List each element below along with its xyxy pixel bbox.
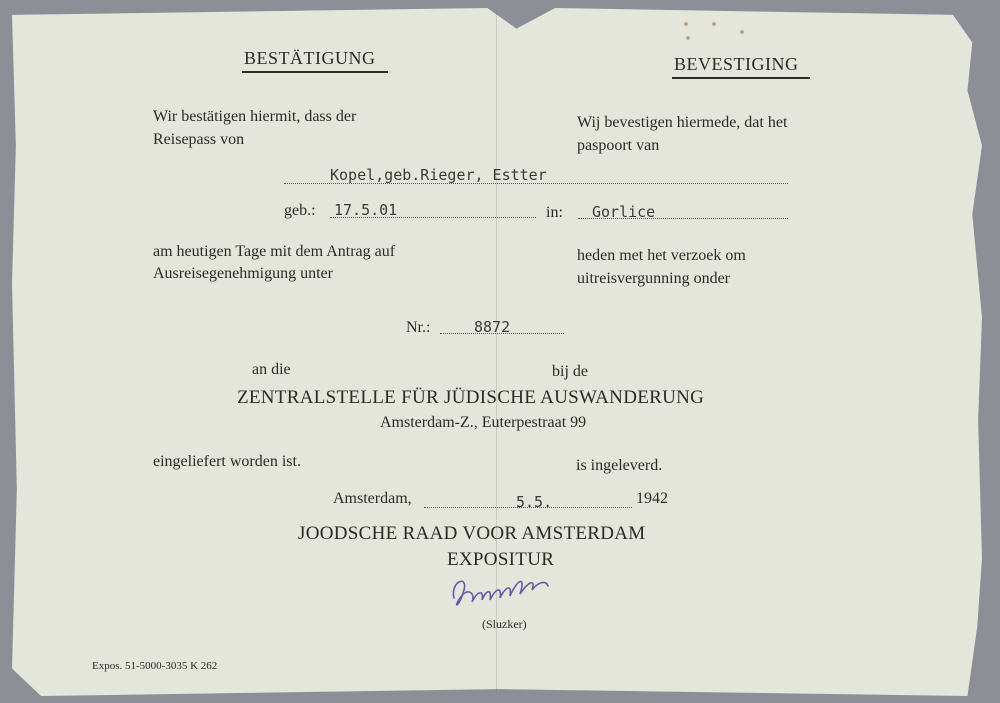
office-address: Amsterdam-Z., Euterpestraat 99 bbox=[380, 414, 587, 431]
signatory-name: (Sluzker) bbox=[482, 617, 527, 631]
de-delivered: eingeliefert worden ist. bbox=[153, 453, 301, 470]
birth-value: 17.5.01 bbox=[334, 201, 398, 219]
place-label: in: bbox=[546, 204, 563, 221]
rust-stain bbox=[686, 36, 690, 40]
date-value: 5.5. bbox=[516, 493, 553, 511]
nl-delivered: is ingeleverd. bbox=[576, 457, 663, 474]
nr-label: Nr.: bbox=[406, 319, 431, 336]
org-name: JOODSCHE RAAD VOOR AMSTERDAM bbox=[298, 523, 646, 544]
birth-label: geb.: bbox=[284, 202, 316, 219]
rust-stain bbox=[684, 22, 688, 26]
nl-intro-line2: paspoort van bbox=[577, 137, 660, 154]
left-heading: BESTÄTIGUNG bbox=[244, 48, 376, 68]
year-label: 1942 bbox=[636, 490, 668, 507]
right-heading-underline bbox=[672, 77, 810, 79]
nr-value: 8872 bbox=[474, 318, 511, 336]
rust-stain bbox=[712, 22, 716, 26]
form-number: Expos. 51-5000-3035 K 262 bbox=[92, 660, 218, 672]
nl-request-line2: uitreisvergunning onder bbox=[577, 270, 731, 287]
nl-intro-line1: Wij bevestigen hiermede, dat het bbox=[577, 114, 788, 131]
de-request-line2: Ausreisegenehmigung unter bbox=[153, 265, 333, 282]
nl-request-line1: heden met het verzoek om bbox=[577, 247, 746, 264]
signature bbox=[448, 568, 558, 618]
left-heading-underline bbox=[242, 71, 388, 73]
office-name: ZENTRALSTELLE FÜR JÜDISCHE AUSWANDERUNG bbox=[237, 387, 705, 408]
place-value: Gorlice bbox=[592, 203, 656, 221]
nl-to: bij de bbox=[552, 363, 588, 380]
de-intro-line2: Reisepass von bbox=[153, 131, 245, 148]
de-intro-line1: Wir bestätigen hiermit, dass der bbox=[153, 108, 357, 125]
city-label: Amsterdam, bbox=[333, 490, 412, 507]
right-heading: BEVESTIGING bbox=[674, 54, 799, 74]
de-request-line1: am heutigen Tage mit dem Antrag auf bbox=[153, 243, 396, 260]
name-value: Kopel,geb.Rieger, Estter bbox=[330, 166, 547, 184]
org-sub: EXPOSITUR bbox=[447, 549, 555, 570]
rust-stain bbox=[740, 30, 744, 34]
de-to: an die bbox=[252, 361, 291, 378]
